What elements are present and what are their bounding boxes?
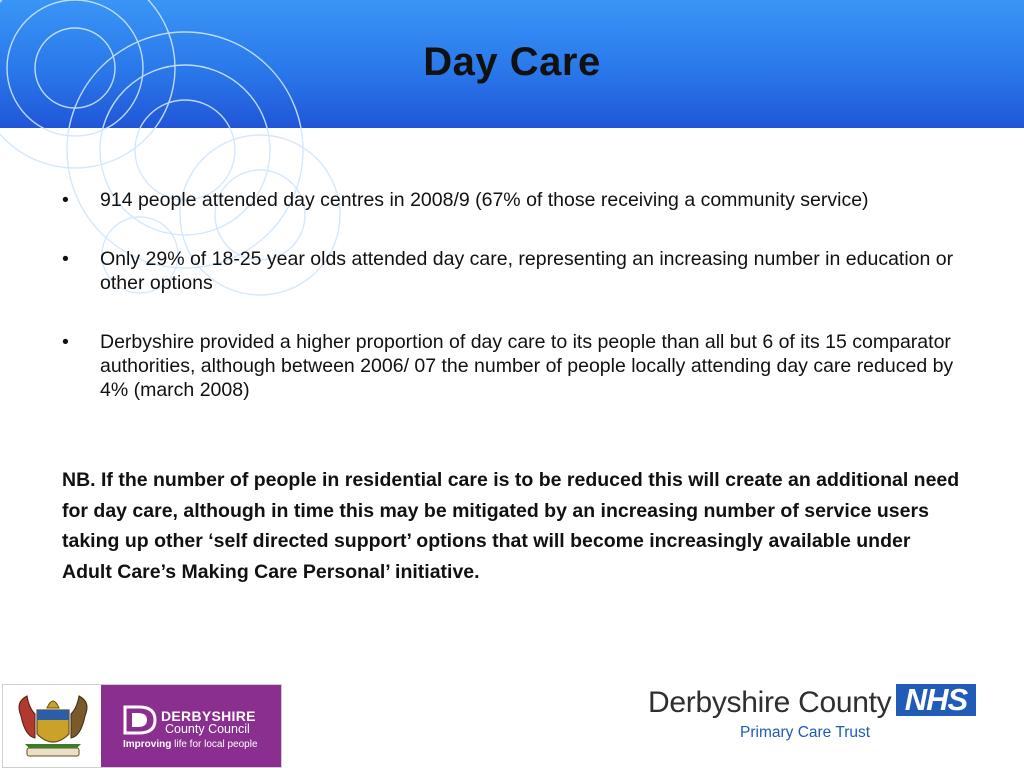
bullet-text: Derbyshire provided a higher proportion of day care to its people than all but 6 of its 15 comparator authorities, although between 2006/ 07 the number of people locally attending day care reduced by 4% (march 2008) bbox=[100, 331, 954, 401]
bullet-text: Only 29% of 18-25 year olds attended day care, representing an increasing number in education or other options bbox=[100, 248, 954, 294]
dcc-d-mark-icon bbox=[123, 705, 157, 735]
bullet-item bbox=[60, 188, 960, 212]
pct-name: Derbyshire County bbox=[648, 686, 892, 719]
nhs-badge: NHS bbox=[896, 684, 976, 716]
bullet-marker: • bbox=[62, 331, 69, 353]
bullet-marker: • bbox=[62, 189, 69, 211]
bullet-list bbox=[60, 188, 960, 437]
note-paragraph: NB. If the number of people in residential care is to be reduced this will create an additional need for day care, although in time this may be mitigated by an increasing number of service users taking up other ‘self directed support’ options that will become increasingly available under Adult Care’s Making Care Personal’ initiative. bbox=[62, 469, 960, 583]
council-logo bbox=[2, 684, 282, 768]
council-name: DERBYSHIRE bbox=[161, 708, 256, 724]
council-tagline-rest: life for local people bbox=[171, 739, 258, 750]
bullet-item bbox=[60, 330, 960, 402]
bullet-text: 914 people attended day centres in 2008/9 (67% of those receiving a community service) bbox=[100, 189, 869, 211]
bullet-marker: • bbox=[62, 248, 69, 270]
council-tagline bbox=[123, 739, 258, 750]
coat-of-arms-icon bbox=[7, 688, 99, 764]
bullet-item bbox=[60, 247, 960, 295]
council-subname: County Council bbox=[165, 722, 250, 736]
pct-subname: Primary Care Trust bbox=[740, 724, 871, 741]
council-tagline-bold: Improving bbox=[123, 739, 172, 750]
pct-logo bbox=[648, 684, 976, 744]
slide-title: Day Care bbox=[423, 40, 601, 84]
council-logo-panel bbox=[101, 685, 281, 767]
